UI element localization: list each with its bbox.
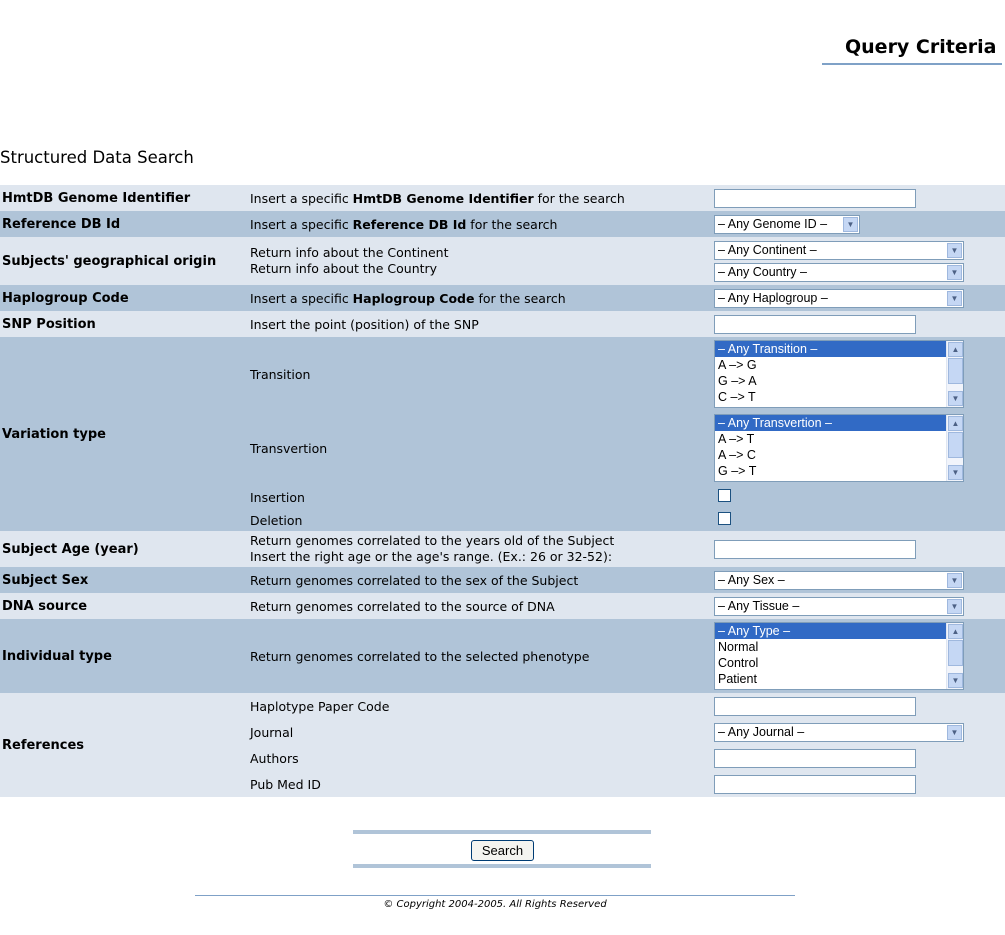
haplogroup-select[interactable]	[714, 289, 964, 308]
select-value: – Any Country –	[718, 264, 807, 279]
deletion-label: Deletion	[250, 509, 714, 531]
search-area-divider-bottom	[353, 864, 651, 868]
dna-source-select[interactable]	[714, 597, 964, 616]
row-individual-type	[0, 619, 1005, 693]
list-option[interactable]: G –> A	[718, 374, 757, 388]
title-divider	[822, 63, 1002, 65]
row-references-haplotype	[0, 693, 1005, 719]
insertion-label: Insertion	[250, 485, 714, 509]
chevron-up-icon[interactable]: ▲	[948, 342, 963, 357]
row-variation-transition	[0, 337, 1005, 411]
list-option[interactable]: A –> T	[718, 432, 755, 446]
pubmed-id-input[interactable]	[714, 775, 916, 794]
row-dna-source	[0, 593, 1005, 619]
list-option[interactable]: C –> T	[718, 390, 756, 404]
row-label: HmtDB Genome Identifier	[0, 185, 250, 211]
reference-db-select[interactable]	[714, 215, 860, 234]
row-label: Subject Age (year)	[0, 531, 250, 567]
row-description	[250, 237, 714, 285]
select-value: – Any Journal –	[718, 724, 805, 739]
genome-id-input[interactable]	[714, 189, 916, 208]
list-option[interactable]: Control	[718, 656, 759, 670]
chevron-down-icon[interactable]: ▼	[948, 465, 963, 480]
haplotype-paper-code-label: Haplotype Paper Code	[250, 693, 714, 719]
row-label: Individual type	[0, 619, 250, 693]
list-option[interactable]: A –> C	[718, 448, 756, 462]
row-genome-id	[0, 185, 1005, 211]
row-label: Subject Sex	[0, 567, 250, 593]
search-area-divider-top	[353, 830, 651, 834]
row-geographical-origin	[0, 237, 1005, 285]
row-description: Insert a specific Haplogroup Code for the search	[250, 285, 714, 311]
journal-select[interactable]	[714, 723, 964, 742]
chevron-down-icon[interactable]: ▼	[947, 291, 962, 306]
scroll-thumb[interactable]	[948, 640, 963, 666]
chevron-down-icon[interactable]: ▼	[947, 599, 962, 614]
age-description-2: Insert the right age or the age's range. (Ex.: 26 or 32-52):	[250, 549, 613, 564]
transition-label: Transition	[250, 337, 714, 411]
row-description: Insert a specific HmtDB Genome Identifier for the search	[250, 185, 714, 211]
row-label: DNA source	[0, 593, 250, 619]
query-form-table	[0, 185, 1005, 797]
row-label: Haplogroup Code	[0, 285, 250, 311]
snp-position-input[interactable]	[714, 315, 916, 334]
row-description: Return genomes correlated to the selected phenotype	[250, 619, 714, 693]
chevron-up-icon[interactable]: ▲	[948, 624, 963, 639]
row-haplogroup	[0, 285, 1005, 311]
country-description: Return info about the Country	[250, 261, 438, 276]
insertion-checkbox[interactable]	[718, 489, 731, 502]
section-heading: Structured Data Search	[0, 148, 194, 167]
list-option[interactable]: G –> T	[718, 464, 757, 478]
transvertion-listbox[interactable]	[714, 414, 964, 482]
listbox-scrollbar[interactable]	[946, 341, 963, 407]
subject-age-input[interactable]	[714, 540, 916, 559]
row-reference-db	[0, 211, 1005, 237]
row-label: SNP Position	[0, 311, 250, 337]
select-value: – Any Haplogroup –	[718, 290, 828, 305]
row-label: Variation type	[0, 337, 250, 531]
row-description	[250, 531, 714, 567]
search-button[interactable]: Search	[471, 840, 534, 861]
list-option[interactable]: – Any Type –	[715, 623, 946, 639]
row-label: Subjects' geographical origin	[0, 237, 250, 285]
row-subject-sex	[0, 567, 1005, 593]
age-description-1: Return genomes correlated to the years old of the Subject	[250, 533, 615, 548]
row-label: References	[0, 693, 250, 797]
row-description: Return genomes correlated to the sex of the Subject	[250, 567, 714, 593]
footer-divider	[195, 895, 795, 896]
individual-type-listbox[interactable]	[714, 622, 964, 690]
copyright-notice: © Copyright 2004-2005. All Rights Reserved	[383, 899, 607, 910]
row-snp-position	[0, 311, 1005, 337]
subject-sex-select[interactable]	[714, 571, 964, 590]
list-option[interactable]: Normal	[718, 640, 759, 654]
authors-input[interactable]	[714, 749, 916, 768]
transition-listbox[interactable]	[714, 340, 964, 408]
select-value: – Any Genome ID –	[718, 216, 828, 231]
list-option[interactable]: A –> G	[718, 358, 757, 372]
row-subject-age	[0, 531, 1005, 567]
continent-description: Return info about the Continent	[250, 245, 449, 260]
chevron-up-icon[interactable]: ▲	[948, 416, 963, 431]
chevron-down-icon[interactable]: ▼	[948, 673, 963, 688]
journal-label: Journal	[250, 719, 714, 745]
chevron-down-icon[interactable]: ▼	[843, 217, 858, 232]
pubmed-id-label: Pub Med ID	[250, 771, 714, 797]
list-option[interactable]: Patient	[718, 672, 757, 686]
continent-select[interactable]	[714, 241, 964, 260]
chevron-down-icon[interactable]: ▼	[948, 391, 963, 406]
deletion-checkbox[interactable]	[718, 512, 731, 525]
haplotype-paper-code-input[interactable]	[714, 697, 916, 716]
list-option[interactable]: – Any Transvertion –	[715, 415, 946, 431]
chevron-down-icon[interactable]: ▼	[947, 243, 962, 258]
scroll-thumb[interactable]	[948, 432, 963, 458]
row-description: Insert the point (position) of the SNP	[250, 311, 714, 337]
chevron-down-icon[interactable]: ▼	[947, 725, 962, 740]
row-description: Return genomes correlated to the source of DNA	[250, 593, 714, 619]
country-select[interactable]	[714, 263, 964, 282]
row-label: Reference DB Id	[0, 211, 250, 237]
row-description: Insert a specific Reference DB Id for the search	[250, 211, 714, 237]
select-value: – Any Sex –	[718, 572, 785, 587]
list-option[interactable]: – Any Transition –	[715, 341, 946, 357]
chevron-down-icon[interactable]: ▼	[947, 265, 962, 280]
chevron-down-icon[interactable]: ▼	[947, 573, 962, 588]
listbox-scrollbar[interactable]	[946, 623, 963, 689]
page-title: Query Criteria	[845, 36, 997, 58]
authors-label: Authors	[250, 745, 714, 771]
select-value: – Any Tissue –	[718, 598, 800, 613]
select-value: – Any Continent –	[718, 242, 817, 257]
transvertion-label: Transvertion	[250, 411, 714, 485]
scroll-thumb[interactable]	[948, 358, 963, 384]
listbox-scrollbar[interactable]	[946, 415, 963, 481]
